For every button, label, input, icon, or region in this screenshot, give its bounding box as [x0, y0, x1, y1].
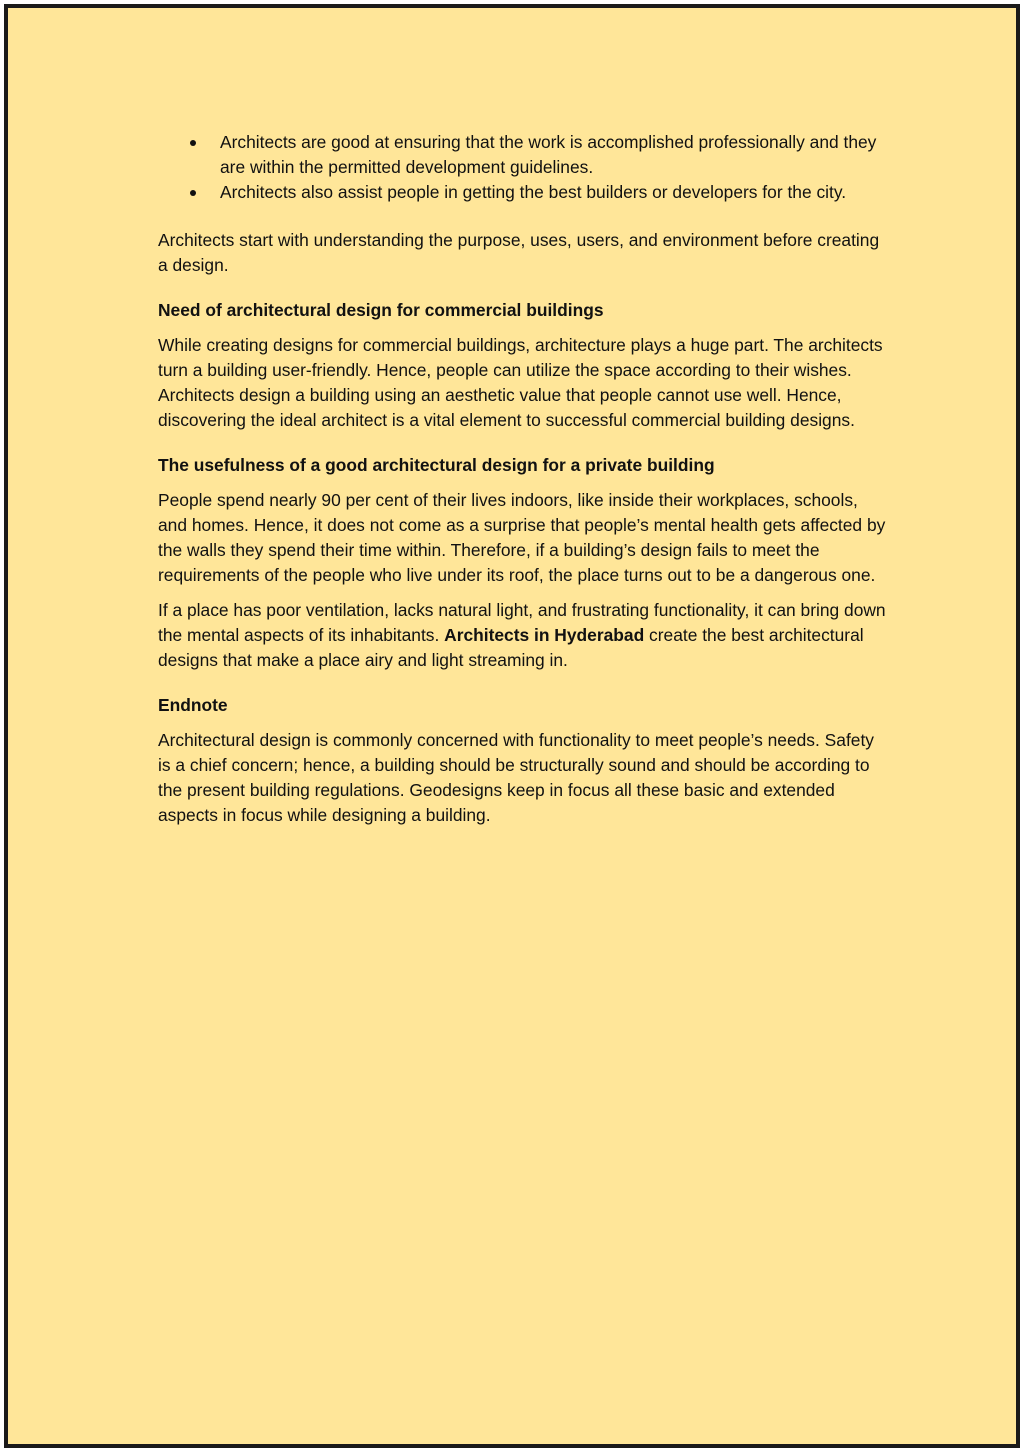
architects-hyderabad-link[interactable]: Architects in Hyderabad	[444, 625, 645, 645]
section-paragraph-commercial: While creating designs for commercial buildings, architecture plays a huge part. The architects turn a building user-friendly. Hence, people can utilize the space according to their wishes. Architects design a building using an aesthetic value that people cannot use well. Hence, discovering the ideal architect is a vital element to successful commercial building designs.	[158, 335, 883, 430]
section-paragraph-endnote: Architectural design is commonly concerned with functionality to meet people’s needs. Safety is a chief concern; hence, a building should be structurally sound and should be according to the present building regulations. Geodesigns keep in focus all these basic and extended aspects in focus while designing a building.	[158, 730, 874, 825]
paragraph-text-before: If a place has poor ventilation, lacks natural light, and frustrating functionality, it can bring down the mental aspects of its inhabitants.	[158, 600, 886, 645]
section-heading-commercial: Need of architectural design for commercial buildings	[158, 300, 604, 320]
bullet-dot-icon	[190, 190, 196, 196]
section-heading-endnote: Endnote	[158, 695, 228, 715]
list-item	[158, 130, 888, 180]
document-page	[4, 4, 1020, 1448]
document-content	[158, 130, 888, 828]
bullet-text: Architects also assist people in getting the best builders or developers for the city.	[220, 182, 847, 202]
bullet-list	[158, 130, 888, 205]
section-paragraph-private-1: People spend nearly 90 per cent of their lives indoors, like inside their workplaces, schools, and homes. Hence, it does not come as a surprise that people’s mental health gets affected by the walls they spend their time within. Therefore, if a building’s design fails to meet the requirements of the people who live under its roof, the place turns out to be a dangerous one.	[158, 490, 886, 585]
list-item	[158, 180, 888, 205]
bullet-dot-icon	[190, 140, 196, 146]
section-paragraph-private-2	[158, 598, 888, 673]
intro-paragraph: Architects start with understanding the purpose, uses, users, and environment before creating a design.	[158, 230, 880, 275]
bullet-text: Architects are good at ensuring that the work is accomplished professionally and they are within the permitted development guidelines.	[220, 132, 877, 177]
paragraph-text-after: create the best architectural designs that make a place airy and light streaming in.	[158, 625, 864, 670]
section-heading-private: The usefulness of a good architectural design for a private building	[158, 455, 715, 475]
